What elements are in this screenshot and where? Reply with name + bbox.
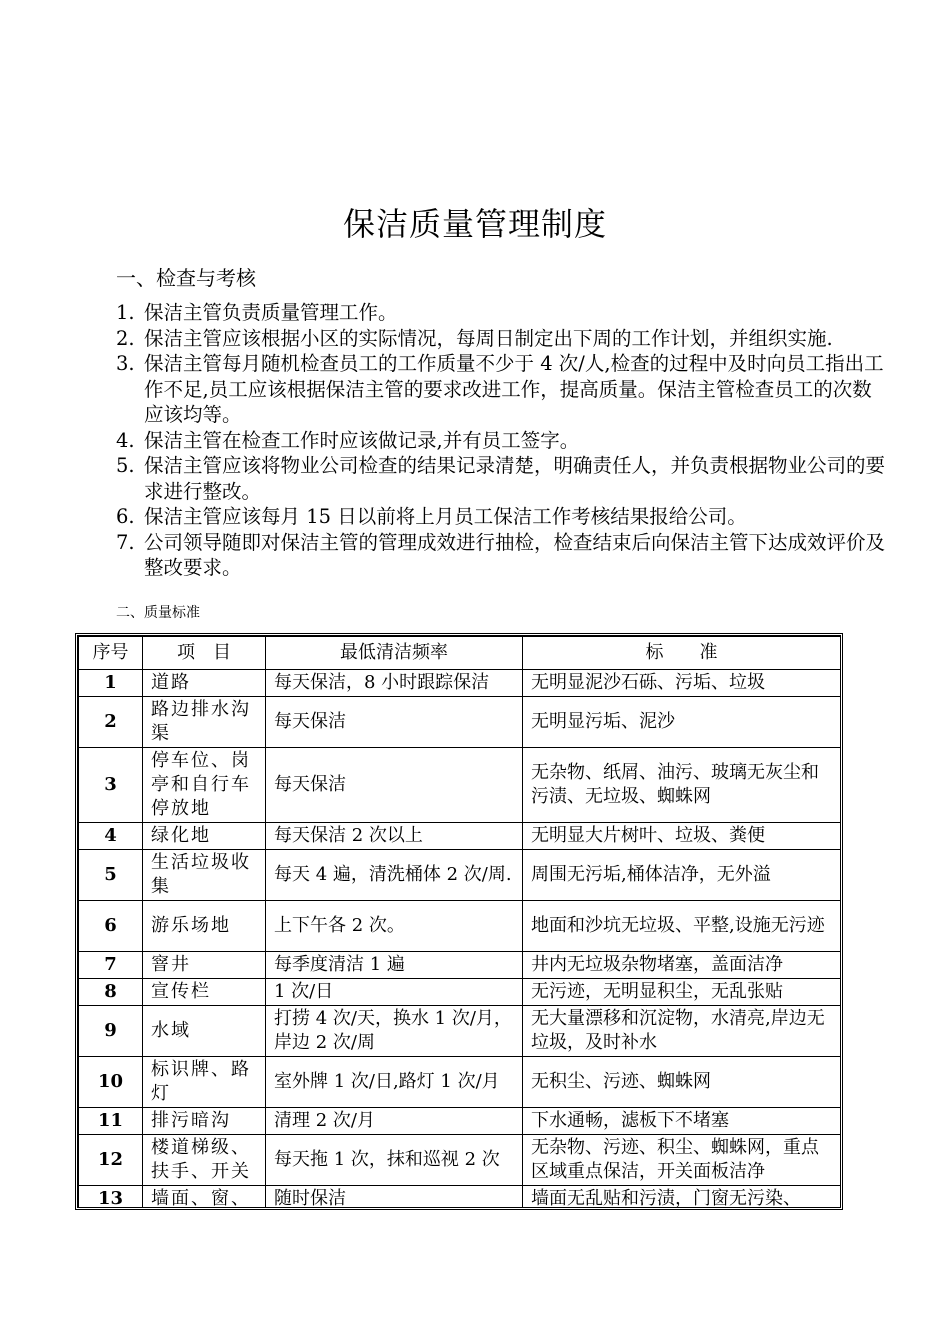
cell-frequency: 上下午各 2 次。 (266, 901, 523, 952)
cell-seq: 4 (79, 823, 143, 850)
section-heading-quality: 二、质量标准 (116, 605, 200, 621)
cell-standard: 无明显泥沙石砾、污垢、垃圾 (523, 670, 841, 697)
cell-frequency: 1 次/日 (266, 979, 523, 1006)
table-header-row (79, 637, 841, 670)
list-item-text: 保洁主管应该将物业公司检查的结果记录清楚，明确责任人，并负责根据物业公司的要求进行整改。 (144, 454, 886, 503)
cell-seq: 9 (79, 1006, 143, 1057)
cell-seq: 3 (79, 748, 143, 823)
cell-standard: 无大量漂移和沉淀物，水清亮,岸边无垃圾，及时补水 (523, 1006, 841, 1057)
cell-standard: 无积尘、污迹、蜘蛛网 (523, 1057, 841, 1108)
cell-standard: 无明显污垢、泥沙 (523, 697, 841, 748)
cell-item: 游乐场地 (143, 901, 266, 952)
list-item-number: 4. (116, 428, 135, 452)
list-item (116, 300, 886, 326)
cell-item: 窨井 (143, 952, 266, 979)
cell-standard: 无杂物、纸屑、油污、玻璃无灰尘和污渍、无垃圾、蜘蛛网 (523, 748, 841, 823)
inspection-list (116, 300, 886, 581)
header-standard: 标 准 (523, 637, 841, 670)
section-heading-inspection: 一、检查与考核 (116, 266, 256, 290)
table-row (79, 1108, 841, 1135)
header-seq: 序号 (79, 637, 143, 670)
cell-item: 路边排水沟渠 (143, 697, 266, 748)
cell-seq: 10 (79, 1057, 143, 1108)
cell-standard: 无明显大片树叶、垃圾、粪便 (523, 823, 841, 850)
cell-standard: 无杂物、污迹、积尘、蜘蛛网，重点区域重点保洁，开关面板洁净 (523, 1135, 841, 1186)
table-row (79, 1135, 841, 1186)
table-row (79, 697, 841, 748)
cell-seq: 8 (79, 979, 143, 1006)
table-row (79, 748, 841, 823)
list-item-number: 3. (116, 352, 135, 375)
header-item: 项 目 (143, 637, 266, 670)
table-row (79, 979, 841, 1006)
cell-item: 楼道梯级、扶手、开关 (143, 1135, 266, 1186)
cell-frequency: 每季度清洁 1 遍 (266, 952, 523, 979)
cell-frequency: 随时保洁 (266, 1186, 523, 1211)
cell-standard: 井内无垃圾杂物堵塞，盖面洁净 (523, 952, 841, 979)
table-row (79, 901, 841, 952)
cell-seq: 1 (79, 670, 143, 697)
cell-item: 宣传栏 (143, 979, 266, 1006)
cell-frequency: 室外牌 1 次/日,路灯 1 次/月 (266, 1057, 523, 1108)
cell-standard: 下水通畅，滤板下不堵塞 (523, 1108, 841, 1135)
list-item (116, 530, 886, 581)
quality-standards-table-frame (75, 633, 843, 1210)
cell-frequency: 每天 4 遍，清洗桶体 2 次/周. (266, 850, 523, 901)
table-row (79, 850, 841, 901)
cell-item: 标识牌、路灯 (143, 1057, 266, 1108)
table-row (79, 1057, 841, 1108)
table-row (79, 952, 841, 979)
cell-item: 绿化地 (143, 823, 266, 850)
cell-standard: 无污迹，无明显积尘，无乱张贴 (523, 979, 841, 1006)
cell-seq: 6 (79, 901, 143, 952)
table-row (79, 1006, 841, 1057)
list-item-number: 1. (116, 301, 135, 324)
cell-item: 停车位、岗亭和自行车停放地 (143, 748, 266, 823)
table-row (79, 1186, 841, 1211)
cell-frequency: 清理 2 次/月 (266, 1108, 523, 1135)
table-row (79, 823, 841, 850)
cell-seq: 5 (79, 850, 143, 901)
cell-frequency: 每天保洁，8 小时跟踪保洁 (266, 670, 523, 697)
cell-seq: 12 (79, 1135, 143, 1186)
quality-standards-table (78, 636, 841, 1210)
list-item (116, 351, 886, 428)
cell-standard: 地面和沙坑无垃圾、平整,设施无污迹 (523, 901, 841, 952)
list-item (116, 326, 886, 352)
list-item (116, 504, 886, 530)
cell-item: 道路 (143, 670, 266, 697)
cell-seq: 7 (79, 952, 143, 979)
cell-frequency: 每天保洁 (266, 748, 523, 823)
list-item-text: 保洁主管每月随机检查员工的工作质量不少于 4 次/人,检查的过程中及时向员工指出工作不足,员工应该根据保洁主管的要求改进工作，提高质量。保洁主管检查员工的次数应该均等。 (144, 352, 884, 426)
cell-standard: 周围无污垢,桶体洁净，无外溢 (523, 850, 841, 901)
cell-frequency: 每天保洁 (266, 697, 523, 748)
cell-item: 水域 (143, 1006, 266, 1057)
document-title: 保洁质量管理制度 (342, 205, 607, 243)
list-item-text: 公司领导随即对保洁主管的管理成效进行抽检，检查结束后向保洁主管下达成效评价及整改要求。 (144, 530, 886, 579)
cell-item: 墙面、窗、 (143, 1186, 266, 1211)
list-item (116, 453, 886, 504)
list-item-text: 保洁主管负责质量管理工作。 (144, 301, 398, 324)
header-frequency: 最低清洁频率 (266, 637, 523, 670)
list-item-number: 2. (116, 326, 135, 350)
cell-seq: 11 (79, 1108, 143, 1135)
list-item (116, 428, 886, 454)
cell-standard: 墙面无乱贴和污渍，门窗无污染、 (523, 1186, 841, 1211)
list-item-number: 5. (116, 454, 135, 477)
cell-item: 生活垃圾收集 (143, 850, 266, 901)
cell-frequency: 每天保洁 2 次以上 (266, 823, 523, 850)
cell-frequency: 打捞 4 次/天，换水 1 次/月，岸边 2 次/周 (266, 1006, 523, 1057)
list-item-text: 保洁主管应该根据小区的实际情况，每周日制定出下周的工作计划，并组织实施. (144, 326, 833, 350)
cell-seq: 2 (79, 697, 143, 748)
table-row (79, 670, 841, 697)
list-item-number: 6. (116, 505, 135, 528)
cell-frequency: 每天拖 1 次，抹和巡视 2 次 (266, 1135, 523, 1186)
list-item-text: 保洁主管在检查工作时应该做记录,并有员工签字。 (144, 428, 580, 452)
list-item-text: 保洁主管应该每月 15 日以前将上月员工保洁工作考核结果报给公司。 (144, 505, 747, 528)
cell-seq: 13 (79, 1186, 143, 1211)
list-item-number: 7. (116, 530, 135, 554)
cell-item: 排污暗沟 (143, 1108, 266, 1135)
